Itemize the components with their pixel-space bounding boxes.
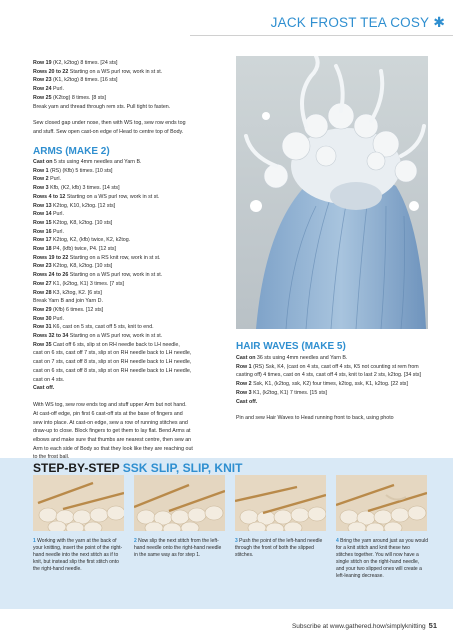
page-footer <box>292 621 437 630</box>
pattern-row: Row 2 Purl. <box>33 176 61 183</box>
sewing-paragraph <box>33 119 229 136</box>
page-title: JACK FROST TEA COSY <box>270 14 430 30</box>
tea-cosy-photo <box>236 56 428 329</box>
paragraph-line: and stuff. Sew open cast-on edge of Head to centre top of Body. <box>33 129 184 136</box>
paragraph-line: sew into place. At cast-on edge, sew a row of running stitches and <box>33 419 188 426</box>
pattern-row: Row 17 K2tog, K2, (kfb) twice, K2, k2tog. <box>33 237 131 244</box>
pattern-row: Break yarn and thread through rem sts. Pull tight to fasten. <box>33 103 171 110</box>
step-2-text: 2 Now slip the next stitch from the left-hand needle onto the right-hand needle in the same way as for step 1. <box>134 538 222 558</box>
pattern-row: Break Yarn B and join Yarn D. <box>33 298 103 305</box>
step-4-text: 4 Bring the yarn around just as you would for a knit stitch and knit these two stitches together. You will now have a single stitch on the right-hand needle, and your two slipped ones will create a left-leaning decrease. <box>336 538 428 579</box>
pattern-row: Cast off. <box>236 398 258 405</box>
step-by-step-heading: STEP-BY-STEP SSK SLIP, SLIP, KNIT <box>33 461 243 475</box>
arms-finishing-paragraph <box>33 401 229 462</box>
right-column <box>236 341 432 423</box>
pattern-row: Row 28 K3, k2tog, K2. [6 sts] <box>33 289 102 296</box>
pattern-row: cast on 6 sts, cast off 8 sts, slip st on RH needle back to LH needle, <box>33 367 192 374</box>
pattern-row: Cast on 36 sts using 4mm needles and Yarn B. <box>236 355 348 361</box>
pattern-row: Cast off. <box>33 385 55 392</box>
step-1-photo <box>33 475 124 531</box>
hair-waves-rows <box>236 354 432 406</box>
hair-waves-paragraph: Pin and sew Hair Waves to Head running front to back, using photo <box>236 415 394 422</box>
intro-rows <box>33 59 229 111</box>
pattern-row: Row 16 Purl. <box>33 228 64 235</box>
pattern-row: Row 3 K1, (k2tog, K1) 7 times. [15 sts] <box>236 389 327 396</box>
paragraph-line: Sew closed gap under nose, then with WS tog, sew row ends tog <box>33 120 186 127</box>
step-4-photo <box>336 475 427 531</box>
pattern-row: Rows 32 to 34 Starting on a WS purl row, work in st st. <box>33 333 163 340</box>
pattern-row: cast on 6 sts, cast off 7 sts, slip st on RH needle back to LH needle, <box>33 350 192 357</box>
pattern-row: Rows 19 to 22 Starting on a RS knit row, work in st st. <box>33 254 161 261</box>
paragraph-line: Arm to each side of Body so that they look like they are reaching out <box>33 445 193 452</box>
pattern-row: Row 25 (K2tog) 8 times. [8 sts] <box>33 94 107 101</box>
paragraph-line: With WS tog, sew row ends tog and stuff upper Arm but not hand. <box>33 402 187 409</box>
pattern-row: Row 30 Purl. <box>33 315 64 322</box>
page-header <box>271 10 445 34</box>
arms-rows <box>33 158 229 393</box>
pattern-row: Cast on 5 sts using 4mm needles and Yarn B. <box>33 159 142 165</box>
pattern-row: Row 27 K1, (k2tog, K1) 3 times. [7 sts] <box>33 280 124 287</box>
arms-heading: ARMS (MAKE 2) <box>33 146 110 157</box>
pattern-row: cast on 7 sts, cast off 8 sts, slip st on RH needle back to LH needle, <box>33 359 192 366</box>
pattern-row: Row 24 Purl. <box>33 86 64 93</box>
paragraph-line: elbows and make sure that thumbs are nearest centre, then sew an <box>33 436 192 443</box>
paragraph-line: draw-up to close. Block fingers to get them to lay flat. Bend Arms at <box>33 428 191 435</box>
paragraph-line: At cast-off edge, pin first 6 cast-off sts at the base of fingers and <box>33 410 183 417</box>
hair-waves-heading: HAIR WAVES (MAKE 5) <box>236 341 346 352</box>
subscribe-text: Subscribe at www.gathered.how/simplyknitting <box>291 623 426 630</box>
pattern-row: Row 29 (Kfb) 6 times. [12 sts] <box>33 306 104 313</box>
step-3-photo <box>235 475 326 531</box>
pattern-row: Row 18 P4, (kfb) twice, P4. [12 sts] <box>33 246 117 253</box>
step-1-text: 1 Working with the yarn at the back of your knitting, insert the point of the right-hand needle into the next stitch as if to knit, but instead slip the first stitch onto the right-hand needle. <box>33 538 123 572</box>
step-2-photo <box>134 475 225 531</box>
pattern-row: Row 23 K2tog, K8, k2tog. [10 sts] <box>33 263 113 270</box>
pattern-row: Row 14 Purl. <box>33 211 64 218</box>
star-icon: ✱ <box>433 14 445 30</box>
step-3-text: 3 Push the point of the left-hand needle through the front of both the slipped stitches. <box>235 538 323 558</box>
pattern-row: Row 19 (K2, k2tog) 8 times. [24 sts] <box>33 60 118 66</box>
pattern-row: Row 13 K2tog, K10, k2tog. [12 sts] <box>33 202 116 209</box>
pattern-row: Rows 24 to 26 Starting on a WS purl row, work in st st. <box>33 272 163 279</box>
pattern-row: Row 3 Kfb, (K2, kfb) 3 times. [14 sts] <box>33 185 120 192</box>
pattern-row: Row 35 Cast off 6 sts, slip st on RH needle back to LH needle, <box>33 341 180 348</box>
left-column <box>33 59 229 462</box>
pattern-row: Row 2 Ssk, K1, (k2tog, ssk, K2) four times, k2tog, ssk, K1, k2tog. [22 sts] <box>236 381 408 388</box>
pattern-row: Row 15 K2tog, K8, k2tog. [10 sts] <box>33 219 113 226</box>
pattern-row: Rows 20 to 22 Starting on a WS purl row, work in st st. <box>33 68 163 75</box>
pattern-row: Rows 4 to 12 Starting on a WS purl row, work in st st. <box>33 193 160 200</box>
page-number: 51 <box>428 621 437 630</box>
pattern-row: cast on 4 sts. <box>33 376 65 383</box>
pattern-row: Row 1 (RS) Ssk, K4, (cast on 4 sts, cast off 4 sts, K5 not counting st rem from casting off) 4 times, cast on 4 sts, cast off 4 sts, knit to last 2 sts, k2tog. [34 sts] <box>236 363 421 379</box>
header-divider <box>190 35 453 36</box>
pattern-row: Row 23 (K1, k2tog) 8 times. [16 sts] <box>33 77 118 84</box>
pattern-row: Row 31 K6, cast on 5 sts, cast off 5 sts, knit to end. <box>33 324 154 331</box>
pattern-row: Row 1 (RS) (Kfb) 5 times. [10 sts] <box>33 167 113 174</box>
